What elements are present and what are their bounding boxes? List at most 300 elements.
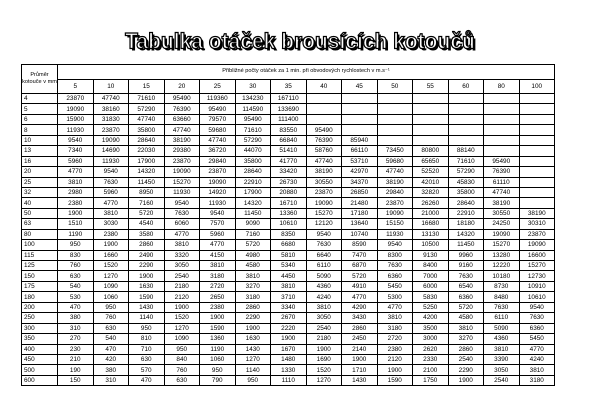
- rpm-cell: 4290: [342, 302, 378, 312]
- speed-header-cell: 10: [93, 79, 129, 94]
- rpm-cell: 28640: [235, 167, 271, 177]
- rpm-cell: 6110: [306, 261, 342, 271]
- rpm-cell: 9130: [413, 250, 449, 260]
- rpm-cell: 1590: [200, 323, 236, 333]
- table-row: [22, 365, 555, 375]
- rpm-cell: 9540: [58, 135, 94, 145]
- rpm-cell: 7630: [164, 208, 200, 218]
- rpm-cell: 1140: [235, 365, 271, 375]
- rpm-cell: 5450: [519, 334, 555, 344]
- rpm-cell: 4770: [519, 344, 555, 354]
- speed-header-cell: 5: [58, 79, 94, 94]
- speed-header-cell: 30: [235, 79, 271, 94]
- rpm-cell: 950: [129, 323, 165, 333]
- rpm-cell: 1330: [271, 365, 307, 375]
- rpm-cell: 950: [93, 302, 129, 312]
- rpm-cell: 23870: [200, 167, 236, 177]
- rpm-cell: 23870: [306, 187, 342, 197]
- diameter-cell: 16: [22, 156, 58, 166]
- diameter-cell: 300: [22, 323, 58, 333]
- rpm-cell: 3390: [484, 354, 520, 364]
- table-row: [22, 261, 555, 271]
- rpm-cell: [519, 146, 555, 156]
- speed-header-row: [22, 79, 555, 94]
- rpm-cell: 2980: [58, 187, 94, 197]
- rpm-cell: 3580: [129, 229, 165, 239]
- rpm-cell: 4240: [519, 354, 555, 364]
- rpm-cell: 95490: [164, 94, 200, 104]
- rpm-cell: 23870: [93, 125, 129, 135]
- diameter-cell: 63: [22, 219, 58, 229]
- rpm-cell: [484, 104, 520, 114]
- speed-header-cell: 25: [200, 79, 236, 94]
- rpm-cell: 1270: [164, 323, 200, 333]
- rpm-cell: 210: [58, 354, 94, 364]
- rpm-cell: [484, 146, 520, 156]
- rpm-cell: 2540: [164, 271, 200, 281]
- rpm-cell: 4540: [129, 219, 165, 229]
- rpm-cell: 11450: [448, 240, 484, 250]
- rpm-cell: 1900: [235, 323, 271, 333]
- rpm-cell: 7000: [413, 271, 449, 281]
- rpm-cell: 32820: [413, 187, 449, 197]
- table-row: [22, 323, 555, 333]
- rpm-cell: [519, 156, 555, 166]
- rpm-cell: 1090: [164, 334, 200, 344]
- diameter-cell: 13: [22, 146, 58, 156]
- rpm-cell: 45830: [448, 177, 484, 187]
- rpm-cell: 57290: [129, 104, 165, 114]
- rpm-cell: 5090: [306, 271, 342, 281]
- rpm-cell: 5720: [342, 271, 378, 281]
- rpm-cell: 5960: [93, 187, 129, 197]
- rpm-cell: 760: [93, 313, 129, 323]
- speed-header-cell: 15: [129, 79, 165, 94]
- rpm-cell: 14690: [93, 146, 129, 156]
- rpm-cell: 9540: [519, 302, 555, 312]
- rpm-cell: 47740: [200, 135, 236, 145]
- table-row: [22, 302, 555, 312]
- rpm-cell: 1480: [271, 354, 307, 364]
- rpm-cell: 2450: [342, 334, 378, 344]
- rpm-cell: [377, 114, 413, 124]
- rpm-cell: 3810: [306, 302, 342, 312]
- rpm-cell: 6870: [342, 261, 378, 271]
- rpm-cell: 15270: [306, 208, 342, 218]
- rpm-cell: 5250: [413, 302, 449, 312]
- rpm-cell: 4150: [200, 250, 236, 260]
- rpm-cell: 3180: [519, 375, 555, 385]
- rpm-cell: [519, 198, 555, 208]
- rpm-cell: 1060: [200, 354, 236, 364]
- rpm-cell: 630: [164, 375, 200, 385]
- rpm-cell: 790: [200, 375, 236, 385]
- rpm-cell: 2720: [200, 281, 236, 291]
- rpm-cell: 44070: [235, 146, 271, 156]
- rpm-cell: 1190: [200, 344, 236, 354]
- table-row: [22, 292, 555, 302]
- rpm-cell: 2100: [413, 365, 449, 375]
- rpm-cell: 51410: [271, 146, 307, 156]
- table-row: [22, 281, 555, 291]
- rpm-cell: 80800: [413, 146, 449, 156]
- rpm-cell: 1900: [377, 365, 413, 375]
- diameter-cell: 200: [22, 302, 58, 312]
- rpm-cell: [484, 125, 520, 135]
- rpm-cell: 38190: [164, 135, 200, 145]
- rpm-cell: 76390: [484, 167, 520, 177]
- rpm-cell: 95490: [200, 104, 236, 114]
- rpm-cell: 23870: [164, 156, 200, 166]
- table-row: [22, 125, 555, 135]
- table-row: [22, 250, 555, 260]
- rpm-cell: 47740: [306, 156, 342, 166]
- rpm-cell: 4770: [342, 292, 378, 302]
- table-row: [22, 271, 555, 281]
- rpm-cell: 540: [93, 334, 129, 344]
- rpm-cell: 5720: [448, 302, 484, 312]
- speed-header-cell: 100: [519, 79, 555, 94]
- rpm-cell: 15900: [58, 114, 94, 124]
- rpm-cell: 28640: [129, 135, 165, 145]
- speed-header-cell: 80: [484, 79, 520, 94]
- rpm-cell: 15270: [484, 240, 520, 250]
- rpm-cell: 3050: [484, 365, 520, 375]
- rpm-cell: 230: [58, 344, 94, 354]
- rpm-cell: 2620: [413, 344, 449, 354]
- rpm-cell: 1690: [306, 354, 342, 364]
- rpm-cell: 3810: [200, 261, 236, 271]
- rpm-cell: 3180: [377, 323, 413, 333]
- rpm-cell: 10500: [413, 240, 449, 250]
- rpm-cell: 3050: [164, 261, 200, 271]
- rpm-cell: 4360: [306, 281, 342, 291]
- rpm-cell: 8950: [129, 187, 165, 197]
- rpm-cell: 19090: [306, 198, 342, 208]
- rpm-cell: 2540: [306, 323, 342, 333]
- rpm-cell: 470: [93, 344, 129, 354]
- speed-header-cell: 50: [377, 79, 413, 94]
- rpm-cell: 950: [164, 344, 200, 354]
- rpm-cell: 11930: [200, 198, 236, 208]
- rpm-cell: [484, 135, 520, 145]
- rpm-cell: 9540: [164, 198, 200, 208]
- rpm-cell: 57290: [235, 135, 271, 145]
- rpm-cell: 9540: [377, 240, 413, 250]
- rpm-cell: 66840: [271, 135, 307, 145]
- rpm-cell: [519, 187, 555, 197]
- rpm-cell: 5300: [377, 292, 413, 302]
- rpm-cell: 1590: [377, 375, 413, 385]
- rpm-cell: 19090: [377, 208, 413, 218]
- rpm-cell: 1110: [271, 375, 307, 385]
- rpm-cell: 4450: [271, 271, 307, 281]
- rpm-cell: 540: [58, 281, 94, 291]
- rpm-cell: 71610: [235, 125, 271, 135]
- rpm-cell: 4240: [306, 292, 342, 302]
- rpm-cell: [519, 104, 555, 114]
- rpm-cell: [413, 125, 449, 135]
- rpm-cell: 16710: [271, 198, 307, 208]
- rpm-cell: 10180: [484, 271, 520, 281]
- rpm-cell: 47740: [484, 187, 520, 197]
- rpm-cell: 3810: [93, 208, 129, 218]
- rpm-cell: 59680: [377, 156, 413, 166]
- rpm-cell: 35800: [235, 156, 271, 166]
- rpm-cell: 8400: [413, 261, 449, 271]
- diameter-cell: 600: [22, 375, 58, 385]
- rpm-cell: 3810: [235, 271, 271, 281]
- rpm-cell: 13360: [271, 208, 307, 218]
- rpm-cell: 1140: [129, 313, 165, 323]
- rpm-cell: 133690: [271, 104, 307, 114]
- rpm-cell: 10740: [342, 229, 378, 239]
- rpm-cell: 5720: [235, 240, 271, 250]
- rpm-cell: 150: [58, 375, 94, 385]
- speed-header-cell: 60: [448, 79, 484, 94]
- rpm-cell: 11930: [164, 187, 200, 197]
- rpm-cell: 2380: [377, 344, 413, 354]
- rpm-cell: 950: [58, 240, 94, 250]
- diameter-cell: 175: [22, 281, 58, 291]
- table-row: [22, 334, 555, 344]
- table-row: [22, 114, 555, 124]
- rpm-cell: 21480: [342, 198, 378, 208]
- rpm-cell: 83550: [271, 125, 307, 135]
- rpm-cell: [413, 104, 449, 114]
- rpm-cell: 2220: [271, 323, 307, 333]
- rpm-cell: 10610: [519, 292, 555, 302]
- rpm-cell: 6110: [484, 313, 520, 323]
- rpm-cell: [448, 94, 484, 104]
- rpm-cell: 2120: [377, 354, 413, 364]
- rpm-cell: 1900: [271, 334, 307, 344]
- rpm-cell: 1520: [164, 313, 200, 323]
- rpm-cell: 19090: [484, 229, 520, 239]
- rpm-cell: 2380: [58, 198, 94, 208]
- rpm-cell: 26260: [413, 198, 449, 208]
- rpm-cell: 14320: [129, 167, 165, 177]
- rpm-cell: 7160: [235, 229, 271, 239]
- rpm-cell: 42970: [342, 167, 378, 177]
- table-row: [22, 177, 555, 187]
- rpm-cell: 1270: [235, 354, 271, 364]
- table-row: [22, 94, 555, 104]
- rpm-cell: 7470: [342, 250, 378, 260]
- rpm-cell: 7340: [58, 146, 94, 156]
- rpm-cell: 12220: [484, 261, 520, 271]
- rpm-cell: 4980: [235, 250, 271, 260]
- rpm-cell: 3000: [413, 334, 449, 344]
- table-row: [22, 240, 555, 250]
- rpm-cell: 3500: [413, 323, 449, 333]
- rpm-cell: 1360: [200, 334, 236, 344]
- rpm-cell: 47740: [93, 94, 129, 104]
- rpm-cell: 4770: [58, 167, 94, 177]
- rpm-cell: 1270: [93, 271, 129, 281]
- rpm-cell: 5960: [58, 156, 94, 166]
- rpm-cell: 310: [93, 375, 129, 385]
- rpm-cell: 47740: [164, 125, 200, 135]
- rpm-cell: 8350: [271, 229, 307, 239]
- rpm-cell: 6640: [306, 250, 342, 260]
- rpm-cell: [413, 114, 449, 124]
- rpm-cell: 11930: [93, 156, 129, 166]
- rpm-cell: 7630: [519, 313, 555, 323]
- diameter-cell: 80: [22, 229, 58, 239]
- table-row: [22, 198, 555, 208]
- rpm-cell: 16680: [413, 219, 449, 229]
- rpm-cell: 42010: [413, 177, 449, 187]
- rpm-cell: 95490: [306, 125, 342, 135]
- rpm-cell: 4770: [93, 198, 129, 208]
- rpm-cell: 31830: [93, 114, 129, 124]
- rpm-cell: 310: [58, 323, 94, 333]
- rpm-cell: 760: [164, 365, 200, 375]
- rpm-cell: 8300: [377, 250, 413, 260]
- rpm-table: [21, 64, 555, 386]
- rpm-cell: 41770: [271, 156, 307, 166]
- diameter-cell: 5: [22, 104, 58, 114]
- rpm-cell: 840: [164, 354, 200, 364]
- diameter-cell: 400: [22, 344, 58, 354]
- rpm-cell: 9540: [200, 208, 236, 218]
- rpm-cell: 630: [93, 323, 129, 333]
- rpm-cell: 3810: [484, 344, 520, 354]
- rpm-cell: 3810: [164, 240, 200, 250]
- rpm-cell: 38190: [519, 208, 555, 218]
- rpm-cell: 63660: [164, 114, 200, 124]
- rpm-cell: 1900: [342, 354, 378, 364]
- rpm-cell: 1900: [93, 240, 129, 250]
- rpm-cell: 12120: [306, 219, 342, 229]
- rpm-cell: 1900: [200, 313, 236, 323]
- rpm-cell: 119360: [200, 94, 236, 104]
- rpm-cell: 3710: [271, 292, 307, 302]
- rpm-cell: 3270: [235, 281, 271, 291]
- rpm-cell: 58760: [306, 146, 342, 156]
- rpm-cell: 1190: [58, 229, 94, 239]
- rpm-cell: 73450: [377, 146, 413, 156]
- rpm-cell: 134230: [235, 94, 271, 104]
- rpm-cell: 11930: [58, 125, 94, 135]
- rpm-cell: 470: [129, 375, 165, 385]
- rpm-cell: 630: [129, 354, 165, 364]
- rpm-cell: [519, 167, 555, 177]
- rpm-cell: 30550: [306, 177, 342, 187]
- rpm-cell: [448, 114, 484, 124]
- diameter-cell: 20: [22, 167, 58, 177]
- rpm-cell: 15270: [519, 261, 555, 271]
- rpm-cell: 710: [129, 344, 165, 354]
- rpm-cell: 21000: [413, 208, 449, 218]
- rpm-cell: 3180: [200, 271, 236, 281]
- rpm-cell: [519, 125, 555, 135]
- rpm-cell: 7630: [93, 177, 129, 187]
- rpm-cell: 22910: [235, 177, 271, 187]
- rpm-cell: [484, 94, 520, 104]
- rpm-cell: 95490: [235, 114, 271, 124]
- table-row: [22, 219, 555, 229]
- rpm-cell: 5830: [413, 292, 449, 302]
- rpm-cell: 167110: [271, 94, 307, 104]
- rpm-cell: 2290: [235, 313, 271, 323]
- rpm-cell: [448, 104, 484, 114]
- rpm-cell: 29840: [377, 187, 413, 197]
- rpm-cell: 2180: [164, 281, 200, 291]
- rpm-cell: 17900: [235, 187, 271, 197]
- rpm-cell: 9540: [93, 167, 129, 177]
- diameter-cell: 500: [22, 365, 58, 375]
- rpm-cell: 6360: [519, 323, 555, 333]
- rpm-cell: 95490: [484, 156, 520, 166]
- rpm-cell: 9540: [306, 229, 342, 239]
- rpm-cell: 57290: [448, 167, 484, 177]
- rpm-cell: [377, 104, 413, 114]
- rpm-cell: 6360: [377, 271, 413, 281]
- diameter-cell: 8: [22, 125, 58, 135]
- rpm-cell: 3320: [164, 250, 200, 260]
- rpm-cell: 18180: [448, 219, 484, 229]
- rpm-cell: 810: [129, 334, 165, 344]
- rpm-cell: 2540: [448, 354, 484, 364]
- rpm-cell: 1090: [93, 281, 129, 291]
- rpm-cell: 111400: [271, 114, 307, 124]
- diameter-cell: 10: [22, 135, 58, 145]
- rpm-cell: 53710: [342, 156, 378, 166]
- rpm-cell: 13130: [413, 229, 449, 239]
- rpm-cell: 23870: [377, 198, 413, 208]
- diameter-cell: 40: [22, 198, 58, 208]
- rpm-cell: 5720: [129, 208, 165, 218]
- table-row: [22, 104, 555, 114]
- rpm-cell: 1900: [306, 344, 342, 354]
- rpm-cell: 1900: [129, 271, 165, 281]
- rpm-cell: 1670: [271, 344, 307, 354]
- rpm-cell: 2650: [200, 292, 236, 302]
- rpm-cell: 19090: [200, 177, 236, 187]
- rpm-cell: 1630: [235, 334, 271, 344]
- rpm-cell: 1520: [93, 261, 129, 271]
- rpm-cell: 380: [58, 313, 94, 323]
- rpm-cell: 5960: [200, 229, 236, 239]
- rpm-cell: 3270: [448, 334, 484, 344]
- rpm-cell: 1630: [129, 281, 165, 291]
- diameter-cell: 180: [22, 292, 58, 302]
- rpm-cell: 15270: [164, 177, 200, 187]
- rpm-cell: 23870: [519, 229, 555, 239]
- rpm-cell: 270: [58, 334, 94, 344]
- rpm-cell: 13280: [484, 250, 520, 260]
- rpm-cell: 3430: [342, 313, 378, 323]
- rpm-cell: 3810: [519, 365, 555, 375]
- rpm-cell: 1710: [342, 365, 378, 375]
- rpm-cell: 4200: [413, 313, 449, 323]
- rpm-cell: 35800: [129, 125, 165, 135]
- rpm-cell: 2860: [448, 344, 484, 354]
- rpm-cell: 570: [129, 365, 165, 375]
- rpm-cell: 8480: [484, 292, 520, 302]
- rpm-cell: 830: [58, 250, 94, 260]
- rpm-cell: 2490: [129, 250, 165, 260]
- rpm-cell: 36720: [200, 146, 236, 156]
- rpm-cell: 190: [58, 365, 94, 375]
- rpm-cell: [306, 104, 342, 114]
- rpm-cell: 5090: [484, 323, 520, 333]
- rpm-cell: 4770: [200, 240, 236, 250]
- rpm-cell: 1900: [448, 375, 484, 385]
- rpm-cell: 11930: [377, 229, 413, 239]
